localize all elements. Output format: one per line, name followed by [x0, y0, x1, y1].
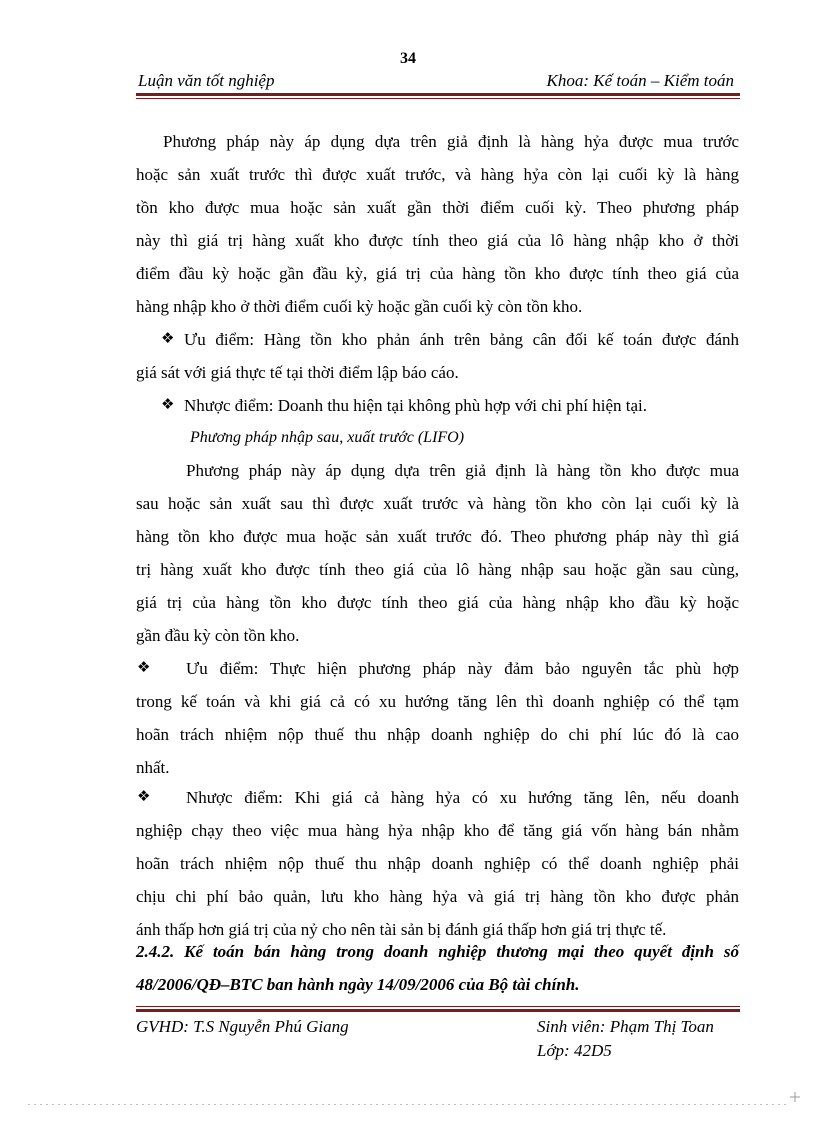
edge-dot — [52, 1104, 54, 1105]
edge-dot — [760, 1104, 762, 1105]
edge-dot — [382, 1104, 384, 1105]
edge-dot — [532, 1104, 534, 1105]
edge-dot — [460, 1104, 462, 1105]
paragraph-line: điểm đầu kỳ hoặc gần đầu kỳ, giá trị của hàng tồn kho được tính theo giá của — [136, 264, 739, 283]
edge-dot — [454, 1104, 456, 1105]
header-rule-thick — [136, 93, 740, 96]
lifo-title: Phương pháp nhập sau, xuất trước (LIFO) — [190, 429, 465, 446]
paragraph-line: trị hàng xuất kho được tính theo giá của lô hàng nhập sau hoặc gần sau cùng, — [136, 560, 739, 579]
edge-dot — [538, 1104, 540, 1105]
edge-dot — [100, 1104, 102, 1105]
bullet-line: Ưu điểm: Thực hiện phương pháp này đảm bảo nguyên tắc phù hợp — [186, 659, 739, 678]
edge-dot — [214, 1104, 216, 1105]
diamond-bullet-icon: ❖ — [137, 658, 151, 676]
bullet-line: trong kế toán và khi giá cả có xu hướng tăng lên thì doanh nghiệp có thể tạm — [136, 692, 739, 711]
edge-dot — [40, 1104, 42, 1105]
edge-dot — [358, 1104, 360, 1105]
edge-dot — [280, 1104, 282, 1105]
edge-dot — [376, 1104, 378, 1105]
edge-dot — [136, 1104, 138, 1105]
edge-dot — [466, 1104, 468, 1105]
edge-dot — [430, 1104, 432, 1105]
edge-dot — [130, 1104, 132, 1105]
edge-dot — [646, 1104, 648, 1105]
edge-dot — [712, 1104, 714, 1105]
edge-dot — [322, 1104, 324, 1105]
page-number: 34 — [400, 50, 416, 67]
edge-dot — [424, 1104, 426, 1105]
edge-dot — [772, 1104, 774, 1105]
edge-dot — [364, 1104, 366, 1105]
edge-dot — [124, 1104, 126, 1105]
edge-dot — [190, 1104, 192, 1105]
edge-dot — [706, 1104, 708, 1105]
edge-dot — [196, 1104, 198, 1105]
edge-dot — [490, 1104, 492, 1105]
edge-dot — [568, 1104, 570, 1105]
edge-dot — [346, 1104, 348, 1105]
diamond-bullet-icon: ❖ — [161, 395, 175, 413]
edge-dot — [778, 1104, 780, 1105]
edge-dot — [640, 1104, 642, 1105]
edge-dot — [436, 1104, 438, 1105]
edge-dot — [340, 1104, 342, 1105]
edge-dot — [580, 1104, 582, 1105]
edge-dot — [412, 1104, 414, 1105]
edge-dot — [442, 1104, 444, 1105]
edge-dot — [46, 1104, 48, 1105]
edge-dot — [88, 1104, 90, 1105]
edge-dot — [388, 1104, 390, 1105]
edge-dot — [94, 1104, 96, 1105]
paragraph-line: tồn kho được mua hoặc sản xuất gần thời điểm cuối kỳ. Theo phương pháp — [136, 198, 739, 217]
bullet-line: giá sát với giá thực tế tại thời điểm lập báo cáo. — [136, 363, 459, 382]
edge-dot — [574, 1104, 576, 1105]
edge-dot — [310, 1104, 312, 1105]
edge-dot — [304, 1104, 306, 1105]
edge-dot — [148, 1104, 150, 1105]
edge-dot — [298, 1104, 300, 1105]
edge-dot — [610, 1104, 612, 1105]
paragraph-line: Phương pháp này áp dụng dựa trên giả định là hàng tồn kho được mua — [186, 461, 739, 480]
paragraph-line: Phương pháp này áp dụng dựa trên giả định là hàng hỷa được mua trước — [163, 132, 739, 151]
edge-dot — [34, 1104, 36, 1105]
edge-dot — [508, 1104, 510, 1105]
edge-dot — [268, 1104, 270, 1105]
bullet-line: nghiệp chạy theo việc mua hàng hỷa nhập kho để tăng giá vốn hàng bán nhằm — [136, 821, 739, 840]
edge-dot — [160, 1104, 162, 1105]
edge-dot — [76, 1104, 78, 1105]
edge-dot — [748, 1104, 750, 1105]
edge-dot — [274, 1104, 276, 1105]
footer-rule-thick — [136, 1009, 740, 1012]
paragraph-line: giá trị của hàng tồn kho được tính theo giá của hàng nhập kho đầu kỳ hoặc — [136, 593, 739, 612]
edge-dot — [604, 1104, 606, 1105]
edge-dot — [418, 1104, 420, 1105]
edge-dot — [352, 1104, 354, 1105]
edge-dot — [142, 1104, 144, 1105]
section-heading: 2.4.2. Kế toán bán hàng trong doanh nghiệp thương mại theo quyết định số — [136, 942, 739, 961]
edge-dot — [178, 1104, 180, 1105]
edge-dot — [688, 1104, 690, 1105]
edge-dot — [622, 1104, 624, 1105]
edge-dot — [628, 1104, 630, 1105]
edge-dot — [28, 1104, 30, 1105]
edge-dot — [736, 1104, 738, 1105]
edge-dot — [292, 1104, 294, 1105]
section-heading: 48/2006/QĐ–BTC ban hành ngày 14/09/2006 của Bộ tài chính. — [136, 975, 580, 994]
edge-dot — [316, 1104, 318, 1105]
paragraph-line: hoặc sản xuất trước thì được xuất trước, và hàng hỷa còn lại cuối kỳ là hàng — [136, 165, 739, 184]
edge-dot — [586, 1104, 588, 1105]
edge-dot — [682, 1104, 684, 1105]
edge-dot — [556, 1104, 558, 1105]
edge-dot — [232, 1104, 234, 1105]
edge-dot — [166, 1104, 168, 1105]
bullet-line: Nhược điểm: Doanh thu hiện tại không phù hợp với chi phí hiện tại. — [184, 396, 648, 415]
paragraph-line: hàng nhập kho ở thời điểm cuối kỳ hoặc gần cuối kỳ còn tồn kho. — [136, 297, 583, 316]
edge-dot — [478, 1104, 480, 1105]
bullet-line: hoãn trách nhiệm nộp thuế thu nhập doanh nghiệp có thể doanh nghiệp phải — [136, 854, 739, 873]
edge-dot — [172, 1104, 174, 1105]
edge-dot — [544, 1104, 546, 1105]
edge-dot — [328, 1104, 330, 1105]
edge-dot — [112, 1104, 114, 1105]
diamond-bullet-icon: ❖ — [161, 329, 175, 347]
edge-dot — [484, 1104, 486, 1105]
edge-dot — [520, 1104, 522, 1105]
header-left: Luận văn tốt nghiệp — [138, 71, 275, 90]
edge-dot — [220, 1104, 222, 1105]
edge-dot — [742, 1104, 744, 1105]
paragraph-line: này thì giá trị hàng xuất kho được tính theo giá của lô hàng nhập kho ở thời — [136, 231, 739, 250]
edge-dot — [286, 1104, 288, 1105]
edge-dot — [784, 1104, 786, 1105]
edge-dot — [394, 1104, 396, 1105]
edge-dot — [652, 1104, 654, 1105]
edge-dot — [256, 1104, 258, 1105]
edge-dot — [226, 1104, 228, 1105]
edge-dot — [208, 1104, 210, 1105]
edge-dot — [400, 1104, 402, 1105]
edge-dot — [154, 1104, 156, 1105]
footer-class: Lớp: 42D5 — [537, 1041, 612, 1060]
edge-dot — [754, 1104, 756, 1105]
edge-dot — [718, 1104, 720, 1105]
edge-dot — [526, 1104, 528, 1105]
edge-dot — [676, 1104, 678, 1105]
edge-dot — [64, 1104, 66, 1105]
edge-dot — [634, 1104, 636, 1105]
edge-dot — [496, 1104, 498, 1105]
edge-dot — [562, 1104, 564, 1105]
edge-dot — [184, 1104, 186, 1105]
edge-dot — [334, 1104, 336, 1105]
edge-dot — [106, 1104, 108, 1105]
edge-dot — [670, 1104, 672, 1105]
edge-dot — [448, 1104, 450, 1105]
edge-dot — [70, 1104, 72, 1105]
edge-dot — [514, 1104, 516, 1105]
edge-dot — [262, 1104, 264, 1105]
crop-mark-icon — [790, 1092, 800, 1102]
footer-student: Sinh viên: Phạm Thị Toan — [537, 1017, 714, 1036]
header-rule-thin — [136, 98, 740, 99]
edge-dot — [370, 1104, 372, 1105]
edge-dot — [238, 1104, 240, 1105]
edge-dot — [550, 1104, 552, 1105]
footer-rule-thin — [136, 1006, 740, 1007]
edge-dot — [202, 1104, 204, 1105]
edge-dot — [502, 1104, 504, 1105]
bullet-line: ánh thấp hơn giá trị của nỷ cho nên tài sản bị đánh giá thấp hơn giá trị thực tế. — [136, 920, 667, 939]
header-right: Khoa: Kế toán – Kiểm toán — [546, 71, 734, 90]
edge-dot — [58, 1104, 60, 1105]
paragraph-line: gần đầu kỳ còn tồn kho. — [136, 626, 300, 645]
bullet-line: hoãn trách nhiệm nộp thuế thu nhập doanh nghiệp do chi phí lúc đó là cao — [136, 725, 739, 744]
edge-dot — [694, 1104, 696, 1105]
edge-dot — [592, 1104, 594, 1105]
bullet-line: Nhược điểm: Khi giá cả hàng hỷa có xu hướng tăng lên, nếu doanh — [186, 788, 739, 807]
edge-dot — [664, 1104, 666, 1105]
edge-dot — [250, 1104, 252, 1105]
edge-dot — [406, 1104, 408, 1105]
edge-dot — [82, 1104, 84, 1105]
diamond-bullet-icon: ❖ — [137, 787, 151, 805]
edge-dot — [616, 1104, 618, 1105]
edge-dot — [730, 1104, 732, 1105]
edge-dot — [118, 1104, 120, 1105]
footer-advisor: GVHD: T.S Nguyễn Phú Giang — [136, 1017, 349, 1036]
edge-dot — [244, 1104, 246, 1105]
edge-dot — [598, 1104, 600, 1105]
edge-dot — [766, 1104, 768, 1105]
bullet-line: Ưu điểm: Hàng tồn kho phản ánh trên bảng cân đối kế toán được đánh — [184, 330, 739, 349]
bullet-line: nhất. — [136, 758, 170, 777]
edge-dot — [700, 1104, 702, 1105]
edge-dot — [472, 1104, 474, 1105]
edge-dot — [658, 1104, 660, 1105]
edge-dot — [724, 1104, 726, 1105]
paragraph-line: sau hoặc sản xuất sau thì được xuất trước và hàng tồn kho còn lại cuối kỳ là — [136, 494, 739, 513]
paragraph-line: hàng tồn kho được mua hoặc sản xuất trước đó. Theo phương pháp này thì giá — [136, 527, 739, 546]
bullet-line: chịu chi phí bảo quản, lưu kho hàng hỷa và giá trị hàng tồn kho được phản — [136, 887, 739, 906]
